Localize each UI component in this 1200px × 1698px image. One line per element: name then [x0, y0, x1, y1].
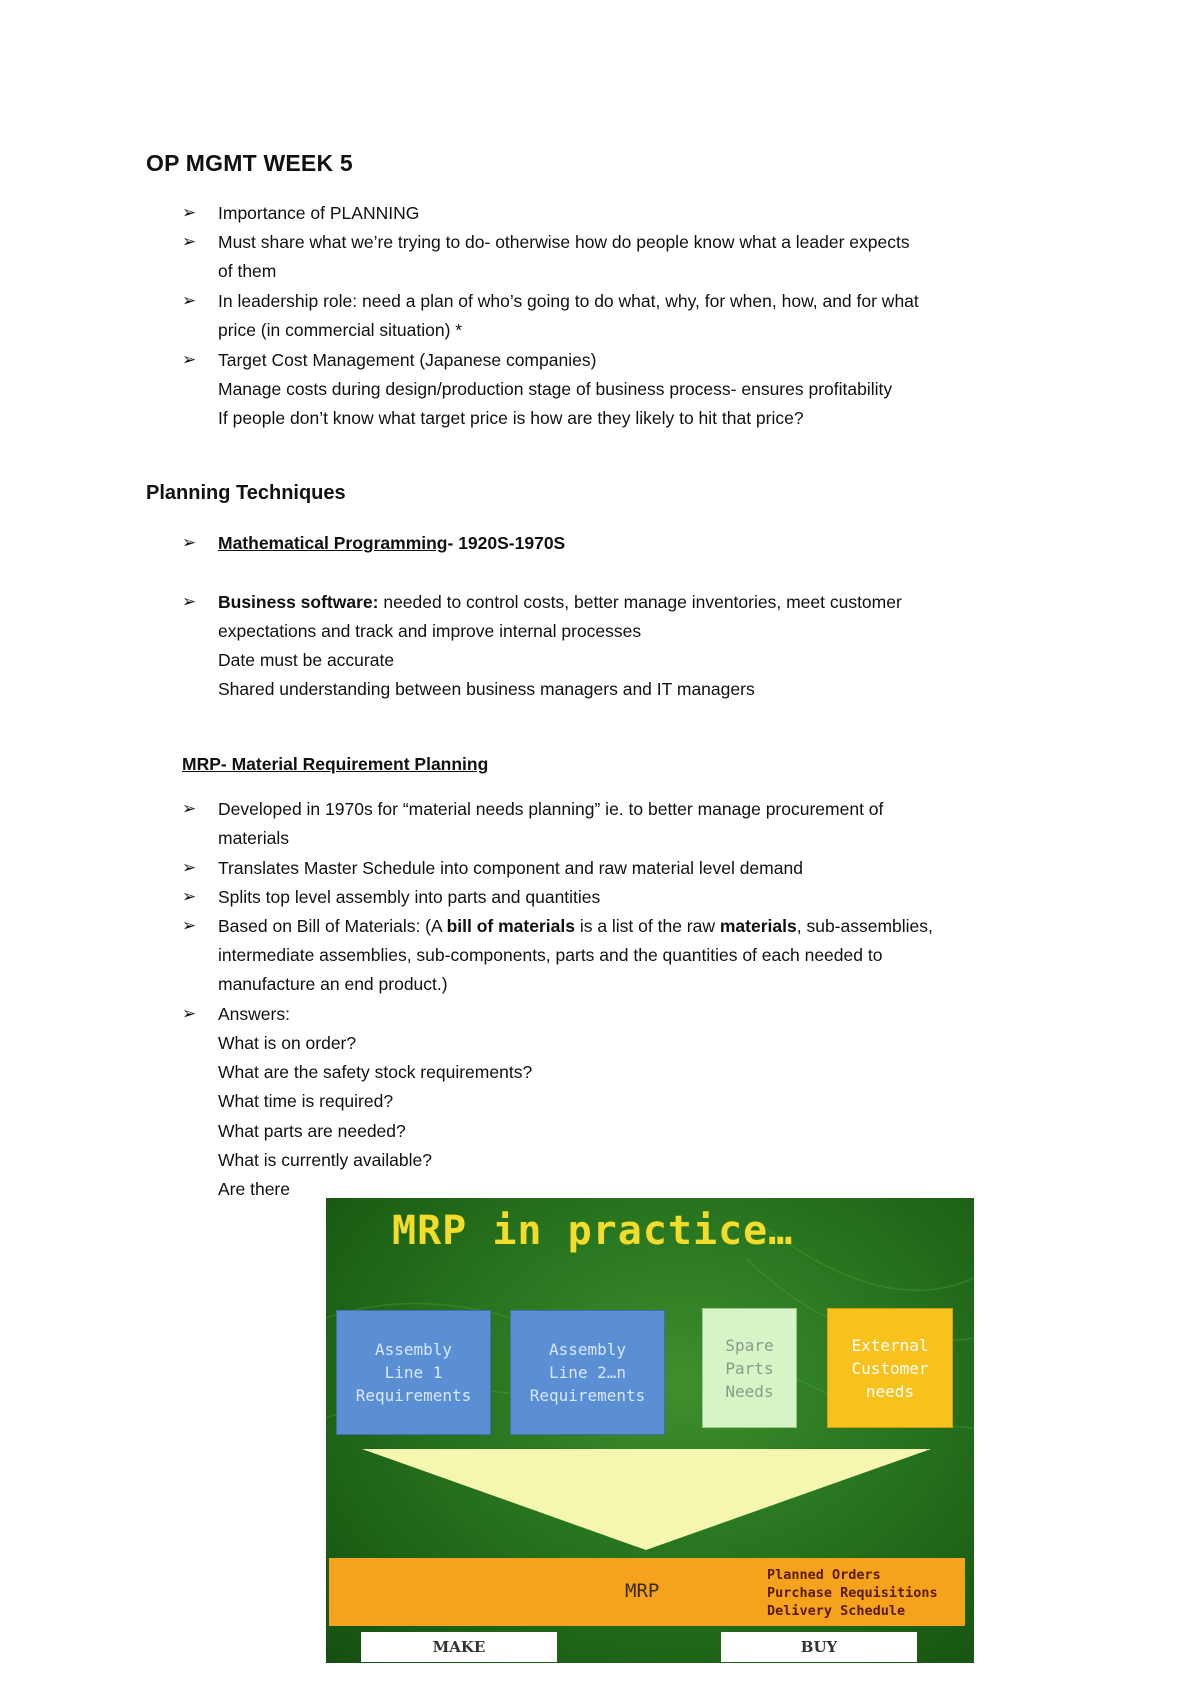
- mrp-heading: MRP- Material Requirement Planning: [182, 754, 489, 774]
- math-programming-label: Mathematical Programming: [218, 533, 448, 553]
- bom-text-materials: materials: [719, 916, 797, 936]
- bullet-math-programming: [218, 532, 565, 554]
- mrp-bom-line3: manufacture an end product.): [218, 974, 448, 994]
- bullet-business-software: [218, 591, 902, 613]
- mrp-question: What are the safety stock requirements?: [218, 1062, 533, 1082]
- mrp-developed-line2: materials: [218, 828, 289, 848]
- business-software-line3: Date must be accurate: [218, 650, 395, 670]
- mrp-question: What time is required?: [218, 1091, 394, 1111]
- figure-title: MRP in practice…: [392, 1208, 794, 1254]
- make-box: MAKE: [361, 1632, 557, 1662]
- bullet-importance-planning: Importance of PLANNING: [218, 203, 420, 223]
- bullet-arrow-icon: ➢: [182, 887, 197, 906]
- math-programming-years: - 1920S-1970S: [447, 533, 566, 553]
- bom-text-bold: bill of materials: [446, 916, 575, 936]
- mrp-bom-line2: intermediate assemblies, sub-components, parts and the quantities of each needed to: [218, 945, 883, 965]
- bullet-arrow-icon: ➢: [182, 203, 197, 222]
- mrp-translates: Translates Master Schedule into component and raw material level demand: [218, 858, 803, 878]
- buy-box: BUY: [721, 1632, 917, 1662]
- bullet-arrow-icon: ➢: [182, 291, 197, 310]
- business-software-line4: Shared understanding between business managers and IT managers: [218, 679, 755, 699]
- mrp-bar: [329, 1558, 965, 1626]
- bullet-arrow-icon: ➢: [182, 592, 197, 611]
- bom-text-e: , sub-assemblies,: [796, 916, 933, 936]
- mrp-question: What is currently available?: [218, 1150, 432, 1170]
- mrp-bom-line1: [218, 915, 933, 937]
- spare-parts-box: Spare Parts Needs: [702, 1308, 797, 1428]
- mrp-label: MRP: [625, 1580, 660, 1602]
- bullet-arrow-icon: ➢: [182, 232, 197, 251]
- mrp-developed-line1: Developed in 1970s for “material needs planning” ie. to better manage procurement of: [218, 799, 884, 819]
- bom-text-c: is a list of the raw: [574, 916, 720, 936]
- mrp-splits: Splits top level assembly into parts and quantities: [218, 887, 601, 907]
- funnel-arrow: [362, 1449, 931, 1550]
- planning-techniques-heading: Planning Techniques: [146, 482, 346, 504]
- mrp-question: What is on order?: [218, 1033, 357, 1053]
- assembly-line-1-box: Assembly Line 1 Requirements: [336, 1310, 491, 1435]
- bullet-share-line1: Must share what we’re trying to do- otherwise how do people know what a leader expects: [218, 232, 910, 252]
- bullet-target-cost-line3: If people don’t know what target price is how are they likely to hit that price?: [218, 408, 804, 428]
- business-software-line2: expectations and track and improve internal processes: [218, 621, 642, 641]
- purchase-requisitions-label: Purchase Requisitions: [767, 1585, 938, 1601]
- document-title: OP MGMT WEEK 5: [146, 150, 353, 176]
- bullet-target-cost-line2: Manage costs during design/production stage of business process- ensures profitability: [218, 379, 893, 399]
- bullet-arrow-icon: ➢: [182, 350, 197, 369]
- bullet-arrow-icon: ➢: [182, 858, 197, 877]
- business-software-text: needed to control costs, better manage inventories, meet customer: [378, 592, 902, 612]
- planned-orders-label: Planned Orders: [767, 1567, 881, 1583]
- external-customer-box: External Customer needs: [827, 1308, 953, 1428]
- bullet-target-cost-line1: Target Cost Management (Japanese companies): [218, 350, 597, 370]
- bullet-share-line2: of them: [218, 261, 277, 281]
- bullet-arrow-icon: ➢: [182, 799, 197, 818]
- bullet-arrow-icon: ➢: [182, 533, 197, 552]
- bom-text-a: Based on Bill of Materials: (A: [218, 916, 447, 936]
- delivery-schedule-label: Delivery Schedule: [767, 1603, 906, 1619]
- bullet-arrow-icon: ➢: [182, 916, 197, 935]
- mrp-in-practice-figure: [326, 1198, 974, 1663]
- assembly-line-2n-box: Assembly Line 2…n Requirements: [510, 1310, 665, 1435]
- business-software-label: Business software:: [218, 592, 379, 612]
- mrp-answers: Answers:: [218, 1004, 290, 1024]
- bullet-leadership-line2: price (in commercial situation) *: [218, 320, 463, 340]
- bullet-leadership-line1: In leadership role: need a plan of who’s going to do what, why, for when, how, and for what: [218, 291, 919, 311]
- mrp-question: What parts are needed?: [218, 1121, 406, 1141]
- mrp-notes: [767, 1566, 938, 1620]
- mrp-question: Are there: [218, 1179, 290, 1199]
- bullet-arrow-icon: ➢: [182, 1004, 197, 1023]
